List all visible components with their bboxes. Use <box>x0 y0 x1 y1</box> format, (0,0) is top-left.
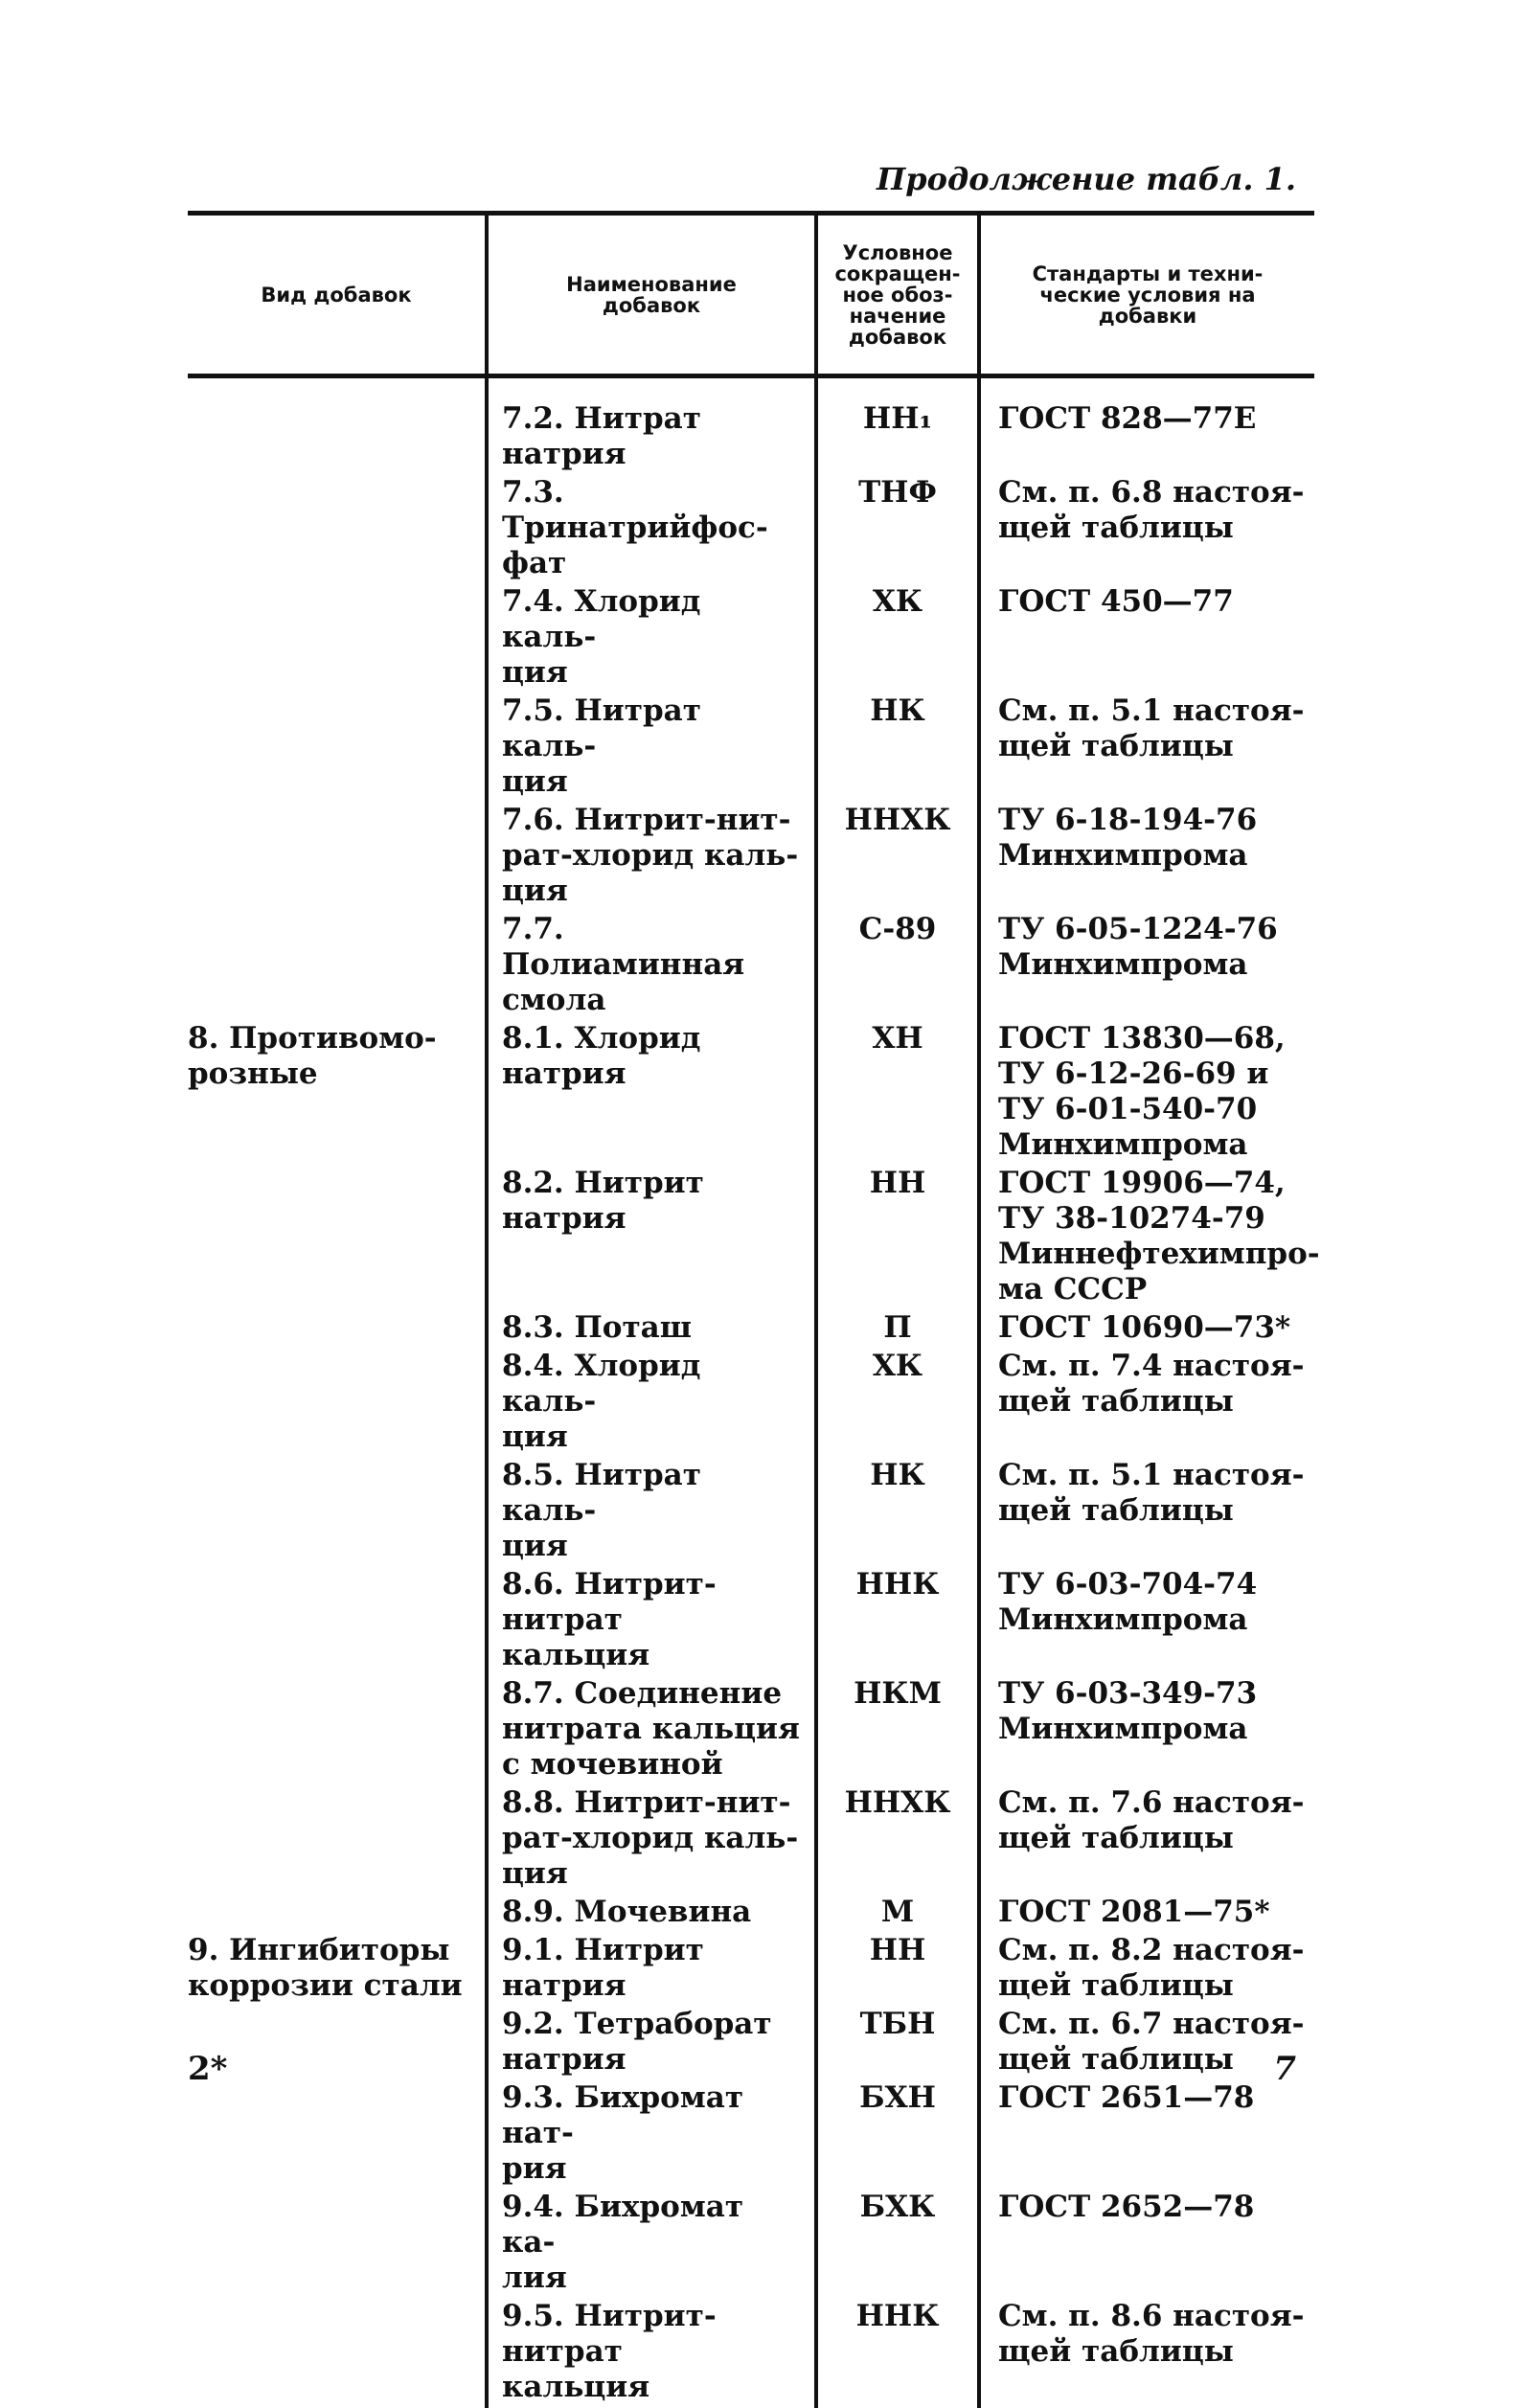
page-number: 7 <box>1273 2050 1296 2088</box>
cell-additive-kind <box>188 475 487 584</box>
spacer-cell <box>188 376 487 402</box>
cell-abbreviation: НКМ <box>816 1676 979 1785</box>
table-row <box>188 1349 1314 1458</box>
cell-additive-name: 8.9. Мочевина <box>487 1895 816 1933</box>
table-row <box>188 401 1314 475</box>
table-row <box>188 1458 1314 1567</box>
additives-table-container <box>188 211 1314 2408</box>
table-header <box>188 214 1314 376</box>
table-row <box>188 1933 1314 2007</box>
cell-additive-name: 8.8. Нитрит-нит- рат-хлорид каль- ция <box>487 1785 816 1895</box>
table-continuation-caption: Продолжение табл. 1. <box>877 161 1296 197</box>
table-row <box>188 693 1314 803</box>
cell-additive-name: 9.4. Бихромат ка- лия <box>487 2190 816 2299</box>
table-row <box>188 1785 1314 1895</box>
column-header-abbreviation: Условное сокращен- ное обоз- начение добавок <box>816 214 979 376</box>
cell-additive-name: 8.2. Нитрит натрия <box>487 1166 816 1310</box>
table-row <box>188 803 1314 912</box>
cell-abbreviation: ННК <box>816 1567 979 1676</box>
table-row <box>188 2299 1314 2408</box>
sheet-signature: 2* <box>188 2050 227 2088</box>
cell-additive-kind: 9. Ингибиторы коррозии стали <box>188 1933 487 2007</box>
cell-additive-kind <box>188 1310 487 1349</box>
table-row <box>188 1676 1314 1785</box>
cell-abbreviation: П <box>816 1310 979 1349</box>
cell-additive-kind <box>188 1895 487 1933</box>
table-row <box>188 584 1314 693</box>
table-row <box>188 1567 1314 1676</box>
cell-standard: ТУ 6-18-194-76 Минхимпрома <box>979 803 1314 912</box>
cell-abbreviation: ННК <box>816 2299 979 2408</box>
cell-abbreviation: ТБН <box>816 2007 979 2080</box>
table-row <box>188 2007 1314 2080</box>
table-row <box>188 1166 1314 1310</box>
cell-additive-kind <box>188 1676 487 1785</box>
cell-additive-kind <box>188 2299 487 2408</box>
cell-abbreviation: НН <box>816 1166 979 1310</box>
cell-abbreviation: НН₁ <box>816 401 979 475</box>
cell-additive-kind <box>188 401 487 475</box>
cell-additive-name: 8.6. Нитрит-нитрат кальция <box>487 1567 816 1676</box>
table-row <box>188 912 1314 1021</box>
table-row <box>188 2190 1314 2299</box>
table-row <box>188 2080 1314 2190</box>
table-row <box>188 1310 1314 1349</box>
cell-standard: ГОСТ 2652—78 <box>979 2190 1314 2299</box>
cell-additive-name: 8.7. Соединение нитрата кальция с мочевиной <box>487 1676 816 1785</box>
table-body <box>188 376 1314 2408</box>
cell-additive-name: 7.3. Тринатрийфос- фат <box>487 475 816 584</box>
cell-additive-name: 7.7. Полиаминная смола <box>487 912 816 1021</box>
cell-abbreviation: С-89 <box>816 912 979 1021</box>
cell-additive-name: 7.4. Хлорид каль- ция <box>487 584 816 693</box>
cell-standard: См. п. 5.1 настоя- щей таблицы <box>979 693 1314 803</box>
cell-abbreviation: НН <box>816 1933 979 2007</box>
table-spacer-row <box>188 376 1314 402</box>
cell-abbreviation: ХК <box>816 1349 979 1458</box>
cell-additive-kind <box>188 803 487 912</box>
cell-abbreviation: БХК <box>816 2190 979 2299</box>
column-header-standards: Стандарты и техни- ческие условия на добавки <box>979 214 1314 376</box>
cell-standard: ГОСТ 10690—73* <box>979 1310 1314 1349</box>
cell-additive-name: 8.3. Поташ <box>487 1310 816 1349</box>
cell-standard: См. п. 7.6 настоя- щей таблицы <box>979 1785 1314 1895</box>
cell-additive-name: 7.2. Нитрат натрия <box>487 401 816 475</box>
cell-additive-name: 8.4. Хлорид каль- ция <box>487 1349 816 1458</box>
cell-standard: ГОСТ 13830—68, ТУ 6-12-26-69 и ТУ 6-01-540-70 Минхимпрома <box>979 1021 1314 1166</box>
cell-standard: ТУ 6-05-1224-76 Минхимпрома <box>979 912 1314 1021</box>
cell-standard: См. п. 8.6 настоя- щей таблицы <box>979 2299 1314 2408</box>
cell-additive-kind <box>188 2080 487 2190</box>
cell-standard: ГОСТ 2651—78 <box>979 2080 1314 2190</box>
cell-standard: ГОСТ 19906—74, ТУ 38-10274-79 Миннефтехимпро- ма СССР <box>979 1166 1314 1310</box>
cell-standard: ТУ 6-03-349-73 Минхимпрома <box>979 1676 1314 1785</box>
column-header-kind: Вид добавок <box>188 214 487 376</box>
cell-additive-kind <box>188 1166 487 1310</box>
spacer-cell <box>816 376 979 402</box>
additives-table <box>188 211 1314 2408</box>
cell-additive-kind <box>188 1349 487 1458</box>
cell-additive-name: 9.3. Бихромат нат- рия <box>487 2080 816 2190</box>
cell-additive-name: 9.5. Нитрит-нитрат кальция <box>487 2299 816 2408</box>
cell-additive-kind <box>188 1567 487 1676</box>
table-row <box>188 1021 1314 1166</box>
column-header-name: Наименование добавок <box>487 214 816 376</box>
cell-additive-name: 8.1. Хлорид натрия <box>487 1021 816 1166</box>
table-header-row <box>188 214 1314 376</box>
cell-standard: ГОСТ 450—77 <box>979 584 1314 693</box>
cell-standard: См. п. 6.7 настоя- щей таблицы <box>979 2007 1314 2080</box>
cell-standard: См. п. 6.8 настоя- щей таблицы <box>979 475 1314 584</box>
spacer-cell <box>979 376 1314 402</box>
cell-abbreviation: ННХК <box>816 803 979 912</box>
cell-abbreviation: БХН <box>816 2080 979 2190</box>
cell-additive-kind: 8. Противомо- розные <box>188 1021 487 1166</box>
cell-standard: ГОСТ 828—77Е <box>979 401 1314 475</box>
cell-additive-name: 7.6. Нитрит-нит- рат-хлорид каль- ция <box>487 803 816 912</box>
cell-additive-name: 9.2. Тетраборат натрия <box>487 2007 816 2080</box>
cell-additive-kind <box>188 693 487 803</box>
cell-abbreviation: М <box>816 1895 979 1933</box>
cell-additive-kind <box>188 912 487 1021</box>
cell-standard: См. п. 5.1 настоя- щей таблицы <box>979 1458 1314 1567</box>
cell-abbreviation: ННХК <box>816 1785 979 1895</box>
cell-additive-kind <box>188 1785 487 1895</box>
cell-standard: ТУ 6-03-704-74 Минхимпрома <box>979 1567 1314 1676</box>
table-row <box>188 1895 1314 1933</box>
cell-additive-name: 8.5. Нитрат каль- ция <box>487 1458 816 1567</box>
cell-additive-name: 7.5. Нитрат каль- ция <box>487 693 816 803</box>
cell-abbreviation: ХК <box>816 584 979 693</box>
cell-standard: См. п. 8.2 настоя- щей таблицы <box>979 1933 1314 2007</box>
cell-additive-kind <box>188 584 487 693</box>
cell-additive-kind <box>188 1458 487 1567</box>
cell-standard: См. п. 7.4 настоя- щей таблицы <box>979 1349 1314 1458</box>
cell-abbreviation: ТНФ <box>816 475 979 584</box>
cell-abbreviation: НК <box>816 693 979 803</box>
cell-abbreviation: НК <box>816 1458 979 1567</box>
cell-standard: ГОСТ 2081—75* <box>979 1895 1314 1933</box>
table-row <box>188 475 1314 584</box>
cell-additive-kind <box>188 2190 487 2299</box>
spacer-cell <box>487 376 816 402</box>
cell-additive-kind <box>188 2007 487 2080</box>
cell-additive-name: 9.1. Нитрит натрия <box>487 1933 816 2007</box>
cell-abbreviation: ХН <box>816 1021 979 1166</box>
